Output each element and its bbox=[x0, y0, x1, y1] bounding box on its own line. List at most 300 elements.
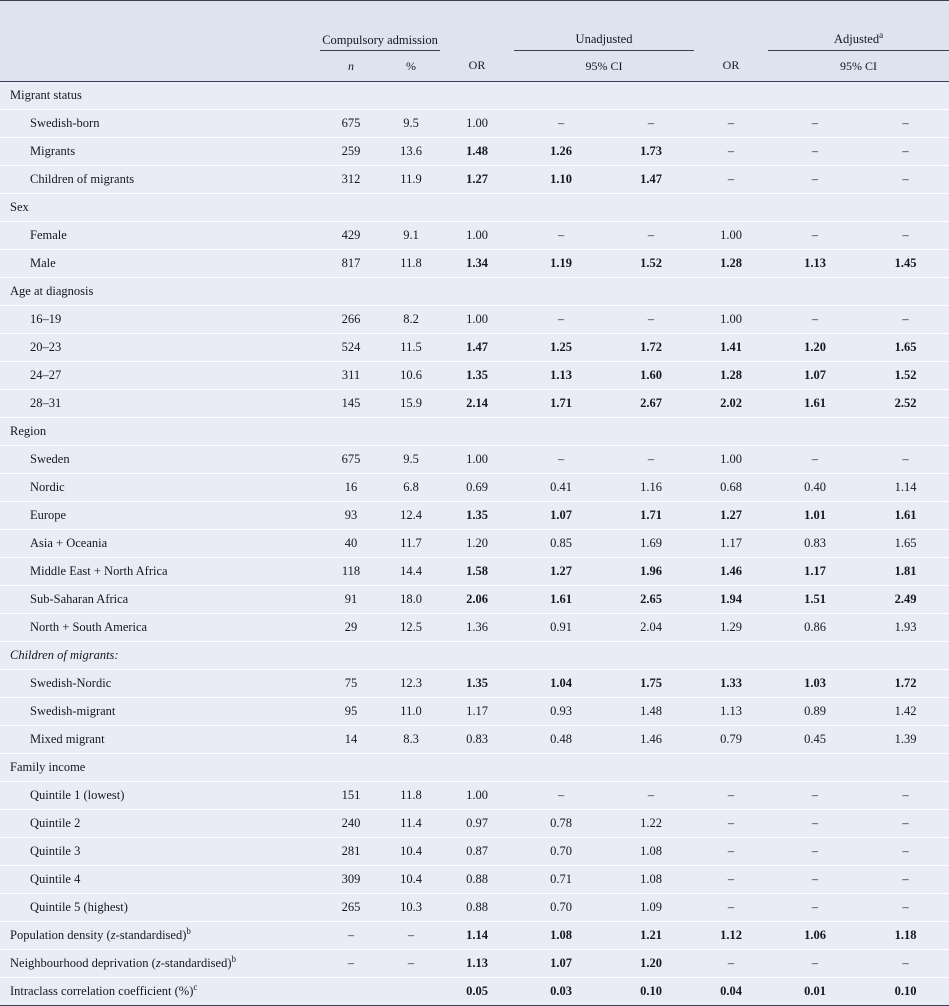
cell-ci-upper-unadjusted: 0.10 bbox=[640, 984, 662, 998]
table-row bbox=[0, 82, 949, 110]
cell-ci-lower-unadjusted: 1.27 bbox=[514, 558, 608, 586]
cell-ci-upper-unadjusted: 1.72 bbox=[608, 334, 694, 362]
cell-ci-lower-adjusted: 1.61 bbox=[768, 390, 862, 418]
row-label: Children of migrants bbox=[0, 166, 320, 194]
row-label: 28–31 bbox=[0, 390, 320, 418]
cell-ci-upper-unadjusted: 2.04 bbox=[608, 614, 694, 642]
row-label: Intraclass correlation coefficient (%)$^c$ bbox=[10, 981, 198, 998]
cell-ci-upper-unadjusted bbox=[608, 82, 694, 110]
cell-or-adjusted: 1.94 bbox=[694, 586, 768, 614]
header-group-adjusted: Adjusted$^a$ bbox=[768, 1, 949, 51]
cell-n bbox=[320, 418, 382, 446]
cell-percent: 11.5 bbox=[382, 334, 440, 362]
cell-ci-upper-adjusted: – bbox=[862, 166, 949, 194]
cell-n: 312 bbox=[320, 166, 382, 194]
cell-n: 14 bbox=[320, 726, 382, 754]
cell-percent: 13.6 bbox=[382, 138, 440, 166]
cell-or-unadjusted: 1.34 bbox=[440, 250, 514, 278]
cell-or-unadjusted: 1.00 bbox=[440, 222, 514, 250]
cell-percent: 6.8 bbox=[382, 474, 440, 502]
cell-ci-upper-unadjusted: 1.20 bbox=[608, 950, 694, 978]
cell-percent: 10.4 bbox=[382, 866, 440, 894]
cell-n: 281 bbox=[320, 838, 382, 866]
cell-ci-lower-adjusted: – bbox=[768, 810, 862, 838]
table-row bbox=[0, 138, 949, 166]
cell-or-adjusted: 1.28 bbox=[694, 250, 768, 278]
cell-ci-upper-adjusted: – bbox=[862, 810, 949, 838]
cell-percent bbox=[382, 278, 440, 306]
row-label: Europe bbox=[0, 502, 320, 530]
cell-ci-lower-unadjusted bbox=[514, 278, 608, 306]
cell-or-unadjusted: 1.47 bbox=[440, 334, 514, 362]
table-row bbox=[0, 614, 949, 642]
cell-percent bbox=[382, 978, 440, 1006]
cell-ci-upper-unadjusted: – bbox=[608, 306, 694, 334]
cell-ci-upper-adjusted bbox=[862, 194, 949, 222]
cell-ci-lower-unadjusted: 0.03 bbox=[550, 984, 572, 998]
cell-ci-lower-adjusted: 1.51 bbox=[768, 586, 862, 614]
cell-percent: 11.8 bbox=[382, 250, 440, 278]
cell-or-adjusted: – bbox=[694, 838, 768, 866]
cell-percent: 18.0 bbox=[382, 586, 440, 614]
cell-or-unadjusted: 1.00 bbox=[440, 446, 514, 474]
row-label: Children of migrants: bbox=[0, 642, 320, 670]
cell-ci-upper-unadjusted: – bbox=[608, 222, 694, 250]
cell-ci-upper-adjusted: 1.72 bbox=[862, 670, 949, 698]
cell-or-unadjusted: 0.05 bbox=[466, 984, 488, 998]
row-label: Neighbourhood deprivation (z-standardised)$^b$ bbox=[0, 950, 320, 978]
cell-or-unadjusted: 0.88 bbox=[440, 894, 514, 922]
cell-ci-upper-unadjusted: 1.48 bbox=[608, 698, 694, 726]
cell-n: 145 bbox=[320, 390, 382, 418]
cell-ci-lower-adjusted bbox=[768, 82, 862, 110]
cell-ci-upper-adjusted: 1.65 bbox=[862, 334, 949, 362]
cell-percent: 15.9 bbox=[382, 390, 440, 418]
cell-or-unadjusted: 1.36 bbox=[440, 614, 514, 642]
cell-ci-upper-unadjusted: – bbox=[608, 446, 694, 474]
cell-n bbox=[320, 278, 382, 306]
row-label: 20–23 bbox=[0, 334, 320, 362]
cell-or-adjusted bbox=[694, 418, 768, 446]
row-label: North + South America bbox=[0, 614, 320, 642]
cell-n: 151 bbox=[320, 782, 382, 810]
cell-or-adjusted: 1.46 bbox=[694, 558, 768, 586]
cell-ci-upper-unadjusted bbox=[608, 418, 694, 446]
cell-ci-lower-adjusted: – bbox=[768, 166, 862, 194]
cell-or-unadjusted: 2.14 bbox=[440, 390, 514, 418]
cell-ci-lower-unadjusted: 1.25 bbox=[514, 334, 608, 362]
cell-ci-lower-adjusted: 1.17 bbox=[768, 558, 862, 586]
cell-ci-lower-unadjusted: 1.07 bbox=[514, 502, 608, 530]
table-row bbox=[0, 838, 949, 866]
cell-ci-upper-unadjusted bbox=[608, 754, 694, 782]
cell-or-unadjusted: 1.20 bbox=[440, 530, 514, 558]
cell-or-adjusted bbox=[694, 194, 768, 222]
cell-ci-upper-adjusted: – bbox=[862, 138, 949, 166]
cell-ci-upper-adjusted: – bbox=[862, 222, 949, 250]
cell-n bbox=[320, 978, 382, 1006]
cell-or-unadjusted: 1.58 bbox=[440, 558, 514, 586]
cell-ci-lower-unadjusted: 1.61 bbox=[514, 586, 608, 614]
cell-or-unadjusted: 1.17 bbox=[440, 698, 514, 726]
cell-ci-upper-adjusted: – bbox=[862, 950, 949, 978]
cell-or-adjusted: 1.00 bbox=[694, 222, 768, 250]
cell-ci-upper-unadjusted: 1.08 bbox=[608, 838, 694, 866]
cell-percent: 11.9 bbox=[382, 166, 440, 194]
cell-ci-upper-unadjusted: 1.69 bbox=[608, 530, 694, 558]
cell-ci-upper-unadjusted: 1.46 bbox=[608, 726, 694, 754]
cell-ci-upper-adjusted bbox=[862, 418, 949, 446]
cell-or-adjusted: – bbox=[694, 110, 768, 138]
cell-ci-upper-adjusted: – bbox=[862, 866, 949, 894]
cell-n bbox=[320, 194, 382, 222]
row-label: Region bbox=[0, 418, 320, 446]
cell-or-unadjusted bbox=[440, 642, 514, 670]
cell-n: 817 bbox=[320, 250, 382, 278]
table-row bbox=[0, 222, 949, 250]
cell-or-adjusted: 1.28 bbox=[694, 362, 768, 390]
cell-ci-upper-adjusted: 1.18 bbox=[862, 922, 949, 950]
cell-percent: 11.4 bbox=[382, 810, 440, 838]
table-row bbox=[0, 950, 949, 978]
cell-ci-lower-adjusted: – bbox=[768, 306, 862, 334]
cell-percent: 9.1 bbox=[382, 222, 440, 250]
cell-or-unadjusted bbox=[440, 194, 514, 222]
table-body bbox=[0, 82, 949, 1006]
cell-or-adjusted: 1.29 bbox=[694, 614, 768, 642]
table-row bbox=[0, 362, 949, 390]
table-row bbox=[0, 698, 949, 726]
cell-ci-upper-unadjusted: – bbox=[608, 110, 694, 138]
row-label: Mixed migrant bbox=[0, 726, 320, 754]
cell-or-adjusted bbox=[694, 82, 768, 110]
cell-or-adjusted: 1.41 bbox=[694, 334, 768, 362]
cell-percent: 10.3 bbox=[382, 894, 440, 922]
cell-ci-lower-unadjusted: 0.48 bbox=[514, 726, 608, 754]
cell-ci-upper-unadjusted bbox=[608, 642, 694, 670]
cell-or-unadjusted bbox=[440, 754, 514, 782]
cell-n: 93 bbox=[320, 502, 382, 530]
table-row bbox=[0, 530, 949, 558]
cell-ci-lower-adjusted: 0.40 bbox=[768, 474, 862, 502]
cell-ci-lower-unadjusted: 0.91 bbox=[514, 614, 608, 642]
cell-or-unadjusted: 1.35 bbox=[440, 362, 514, 390]
cell-ci-lower-adjusted: 0.89 bbox=[768, 698, 862, 726]
cell-n: 524 bbox=[320, 334, 382, 362]
table-row bbox=[0, 726, 949, 754]
cell-ci-upper-unadjusted: 1.52 bbox=[608, 250, 694, 278]
cell-n: 240 bbox=[320, 810, 382, 838]
table-row bbox=[0, 166, 949, 194]
cell-n: 675 bbox=[320, 110, 382, 138]
cell-ci-upper-unadjusted: 1.71 bbox=[608, 502, 694, 530]
header-col-ci-unadjusted: 95% CI bbox=[514, 51, 694, 82]
cell-or-unadjusted: 1.00 bbox=[440, 110, 514, 138]
row-label: Nordic bbox=[0, 474, 320, 502]
cell-or-adjusted bbox=[694, 278, 768, 306]
cell-or-adjusted: – bbox=[694, 166, 768, 194]
cell-n: 265 bbox=[320, 894, 382, 922]
table-row bbox=[0, 642, 949, 670]
cell-ci-lower-unadjusted: 1.10 bbox=[514, 166, 608, 194]
cell-or-unadjusted: 1.00 bbox=[440, 782, 514, 810]
cell-or-adjusted: – bbox=[694, 138, 768, 166]
cell-ci-lower-unadjusted bbox=[514, 642, 608, 670]
cell-ci-lower-unadjusted: 1.07 bbox=[514, 950, 608, 978]
cell-n bbox=[320, 642, 382, 670]
cell-ci-lower-adjusted: 1.01 bbox=[768, 502, 862, 530]
cell-or-unadjusted: 1.35 bbox=[440, 502, 514, 530]
cell-n: 259 bbox=[320, 138, 382, 166]
cell-or-adjusted: 1.27 bbox=[694, 502, 768, 530]
table-row bbox=[0, 810, 949, 838]
cell-ci-upper-adjusted: 2.52 bbox=[862, 390, 949, 418]
cell-or-adjusted: 0.68 bbox=[694, 474, 768, 502]
cell-ci-upper-unadjusted: 2.65 bbox=[608, 586, 694, 614]
table-row bbox=[0, 250, 949, 278]
table-row bbox=[0, 390, 949, 418]
cell-ci-upper-unadjusted: 1.73 bbox=[608, 138, 694, 166]
cell-or-unadjusted bbox=[440, 82, 514, 110]
cell-ci-lower-unadjusted bbox=[514, 82, 608, 110]
cell-percent: 11.7 bbox=[382, 530, 440, 558]
row-label: Migrants bbox=[0, 138, 320, 166]
cell-ci-upper-adjusted: 0.10 bbox=[894, 984, 917, 998]
cell-or-unadjusted: 1.48 bbox=[440, 138, 514, 166]
row-label: Family income bbox=[0, 754, 320, 782]
cell-ci-lower-adjusted: 0.86 bbox=[768, 614, 862, 642]
cell-ci-lower-adjusted: – bbox=[768, 222, 862, 250]
cell-or-unadjusted: 0.87 bbox=[440, 838, 514, 866]
cell-ci-upper-adjusted bbox=[862, 278, 949, 306]
cell-or-unadjusted: 1.27 bbox=[440, 166, 514, 194]
cell-ci-upper-adjusted: 1.81 bbox=[862, 558, 949, 586]
cell-ci-upper-adjusted: 1.39 bbox=[862, 726, 949, 754]
cell-ci-lower-unadjusted: 1.13 bbox=[514, 362, 608, 390]
cell-percent: – bbox=[382, 922, 440, 950]
cell-ci-lower-adjusted: – bbox=[768, 782, 862, 810]
cell-n: 40 bbox=[320, 530, 382, 558]
cell-n bbox=[320, 82, 382, 110]
cell-percent bbox=[382, 194, 440, 222]
cell-ci-lower-unadjusted: – bbox=[514, 110, 608, 138]
cell-ci-lower-unadjusted: – bbox=[514, 306, 608, 334]
cell-or-adjusted: 0.04 bbox=[720, 984, 742, 998]
cell-or-adjusted: – bbox=[694, 894, 768, 922]
cell-ci-upper-unadjusted: 1.22 bbox=[608, 810, 694, 838]
cell-ci-lower-unadjusted bbox=[514, 418, 608, 446]
cell-or-unadjusted: 0.97 bbox=[440, 810, 514, 838]
table-row bbox=[0, 866, 949, 894]
cell-percent bbox=[382, 754, 440, 782]
cell-ci-lower-adjusted: 1.03 bbox=[768, 670, 862, 698]
cell-ci-upper-adjusted: – bbox=[862, 110, 949, 138]
cell-n: 118 bbox=[320, 558, 382, 586]
header-column-row bbox=[0, 51, 949, 82]
cell-ci-upper-adjusted: 1.52 bbox=[862, 362, 949, 390]
row-label: Quintile 3 bbox=[0, 838, 320, 866]
cell-ci-lower-adjusted bbox=[768, 278, 862, 306]
header-group-row bbox=[0, 1, 949, 51]
table-row bbox=[0, 334, 949, 362]
header-spacer-1 bbox=[440, 1, 514, 51]
table-row bbox=[0, 978, 949, 1006]
cell-n: 29 bbox=[320, 614, 382, 642]
cell-ci-upper-unadjusted: 1.47 bbox=[608, 166, 694, 194]
row-label: 24–27 bbox=[0, 362, 320, 390]
cell-or-adjusted bbox=[694, 642, 768, 670]
cell-or-unadjusted: 1.13 bbox=[440, 950, 514, 978]
row-label: Migrant status bbox=[0, 82, 320, 110]
row-label: Quintile 4 bbox=[0, 866, 320, 894]
cell-ci-lower-unadjusted: 0.78 bbox=[514, 810, 608, 838]
cell-or-adjusted: 2.02 bbox=[694, 390, 768, 418]
table-row bbox=[0, 110, 949, 138]
cell-or-adjusted: 1.13 bbox=[694, 698, 768, 726]
cell-n: 95 bbox=[320, 698, 382, 726]
header-col-pct: % bbox=[382, 51, 440, 82]
cell-n bbox=[320, 754, 382, 782]
cell-ci-upper-unadjusted: – bbox=[608, 782, 694, 810]
table-row bbox=[0, 474, 949, 502]
table-row bbox=[0, 446, 949, 474]
cell-ci-upper-unadjusted: 2.67 bbox=[608, 390, 694, 418]
cell-ci-upper-adjusted: 2.49 bbox=[862, 586, 949, 614]
cell-ci-lower-adjusted: 0.45 bbox=[768, 726, 862, 754]
cell-ci-upper-unadjusted: 1.21 bbox=[608, 922, 694, 950]
row-label: Quintile 2 bbox=[0, 810, 320, 838]
cell-percent: 12.4 bbox=[382, 502, 440, 530]
cell-ci-upper-unadjusted: 1.60 bbox=[608, 362, 694, 390]
cell-n: 266 bbox=[320, 306, 382, 334]
cell-ci-lower-adjusted: – bbox=[768, 950, 862, 978]
cell-ci-lower-unadjusted: 0.70 bbox=[514, 838, 608, 866]
cell-or-adjusted: 1.33 bbox=[694, 670, 768, 698]
table-header bbox=[0, 1, 949, 82]
results-table bbox=[0, 1, 949, 1005]
header-blank-cell-2 bbox=[0, 51, 320, 82]
cell-or-adjusted bbox=[694, 754, 768, 782]
cell-percent: 10.6 bbox=[382, 362, 440, 390]
cell-percent: – bbox=[382, 950, 440, 978]
row-label: Sex bbox=[0, 194, 320, 222]
cell-ci-lower-adjusted: – bbox=[768, 838, 862, 866]
cell-ci-upper-adjusted bbox=[862, 82, 949, 110]
row-label: Quintile 1 (lowest) bbox=[0, 782, 320, 810]
row-label: 16–19 bbox=[0, 306, 320, 334]
cell-ci-upper-unadjusted: 1.09 bbox=[608, 894, 694, 922]
header-group-compulsory: Compulsory admission bbox=[320, 1, 440, 51]
cell-percent: 12.3 bbox=[382, 670, 440, 698]
cell-or-unadjusted: 0.83 bbox=[440, 726, 514, 754]
cell-ci-lower-unadjusted: – bbox=[514, 446, 608, 474]
cell-ci-lower-adjusted: – bbox=[768, 110, 862, 138]
cell-percent: 11.8 bbox=[382, 782, 440, 810]
cell-ci-upper-adjusted: 1.65 bbox=[862, 530, 949, 558]
cell-ci-lower-unadjusted: 1.26 bbox=[514, 138, 608, 166]
cell-ci-lower-unadjusted: – bbox=[514, 782, 608, 810]
footnote-marker: c bbox=[193, 981, 198, 992]
cell-ci-lower-unadjusted: 0.41 bbox=[514, 474, 608, 502]
cell-percent: 11.0 bbox=[382, 698, 440, 726]
table-row bbox=[0, 754, 949, 782]
cell-ci-lower-unadjusted: 0.71 bbox=[514, 866, 608, 894]
footnote-marker: b bbox=[231, 953, 236, 964]
cell-or-unadjusted bbox=[440, 278, 514, 306]
cell-percent: 14.4 bbox=[382, 558, 440, 586]
cell-ci-upper-unadjusted: 1.96 bbox=[608, 558, 694, 586]
row-label: Swedish-Nordic bbox=[0, 670, 320, 698]
cell-ci-lower-unadjusted: 1.71 bbox=[514, 390, 608, 418]
cell-n: – bbox=[320, 950, 382, 978]
cell-ci-lower-adjusted: – bbox=[768, 446, 862, 474]
row-label: Quintile 5 (highest) bbox=[0, 894, 320, 922]
cell-or-unadjusted: 1.14 bbox=[440, 922, 514, 950]
table-row bbox=[0, 418, 949, 446]
cell-or-adjusted: 1.17 bbox=[694, 530, 768, 558]
cell-percent: 8.2 bbox=[382, 306, 440, 334]
cell-or-unadjusted: 1.35 bbox=[440, 670, 514, 698]
table-row bbox=[0, 502, 949, 530]
cell-ci-lower-adjusted bbox=[768, 642, 862, 670]
cell-percent bbox=[382, 418, 440, 446]
cell-n: 75 bbox=[320, 670, 382, 698]
cell-or-unadjusted bbox=[440, 418, 514, 446]
header-col-or-unadjusted: OR bbox=[440, 51, 514, 82]
header-adjusted-footnote-marker: a bbox=[879, 29, 884, 40]
cell-ci-lower-adjusted: – bbox=[768, 894, 862, 922]
cell-ci-upper-adjusted: 1.42 bbox=[862, 698, 949, 726]
cell-ci-lower-adjusted bbox=[768, 418, 862, 446]
cell-n: 16 bbox=[320, 474, 382, 502]
cell-ci-upper-adjusted: 1.45 bbox=[862, 250, 949, 278]
table-row bbox=[0, 782, 949, 810]
cell-ci-upper-unadjusted bbox=[608, 194, 694, 222]
cell-ci-lower-adjusted: 1.06 bbox=[768, 922, 862, 950]
cell-or-unadjusted: 0.69 bbox=[440, 474, 514, 502]
row-label: Swedish-born bbox=[0, 110, 320, 138]
row-label: Asia + Oceania bbox=[0, 530, 320, 558]
cell-n: – bbox=[320, 922, 382, 950]
cell-ci-lower-adjusted: 1.13 bbox=[768, 250, 862, 278]
cell-ci-upper-adjusted bbox=[862, 642, 949, 670]
header-blank-cell bbox=[0, 1, 320, 51]
cell-ci-lower-adjusted: 0.01 bbox=[804, 984, 826, 998]
cell-ci-lower-adjusted bbox=[768, 754, 862, 782]
cell-or-adjusted: – bbox=[694, 782, 768, 810]
cell-ci-lower-adjusted: – bbox=[768, 138, 862, 166]
cell-or-adjusted: 0.79 bbox=[694, 726, 768, 754]
cell-or-unadjusted: 0.88 bbox=[440, 866, 514, 894]
cell-ci-lower-unadjusted: 1.04 bbox=[514, 670, 608, 698]
cell-n: 675 bbox=[320, 446, 382, 474]
header-col-n: n bbox=[320, 51, 382, 82]
cell-percent bbox=[382, 642, 440, 670]
cell-ci-upper-adjusted: 1.61 bbox=[862, 502, 949, 530]
cell-ci-upper-unadjusted: 1.16 bbox=[608, 474, 694, 502]
cell-ci-lower-adjusted: 1.20 bbox=[768, 334, 862, 362]
cell-ci-lower-unadjusted: 1.19 bbox=[514, 250, 608, 278]
cell-ci-upper-adjusted bbox=[862, 754, 949, 782]
table-row bbox=[0, 194, 949, 222]
table-row bbox=[0, 922, 949, 950]
cell-ci-upper-adjusted: – bbox=[862, 894, 949, 922]
header-spacer-2 bbox=[694, 1, 768, 51]
cell-ci-upper-adjusted: – bbox=[862, 838, 949, 866]
cell-ci-lower-unadjusted: – bbox=[514, 222, 608, 250]
cell-ci-lower-adjusted: 1.07 bbox=[768, 362, 862, 390]
cell-ci-upper-unadjusted: 1.08 bbox=[608, 866, 694, 894]
